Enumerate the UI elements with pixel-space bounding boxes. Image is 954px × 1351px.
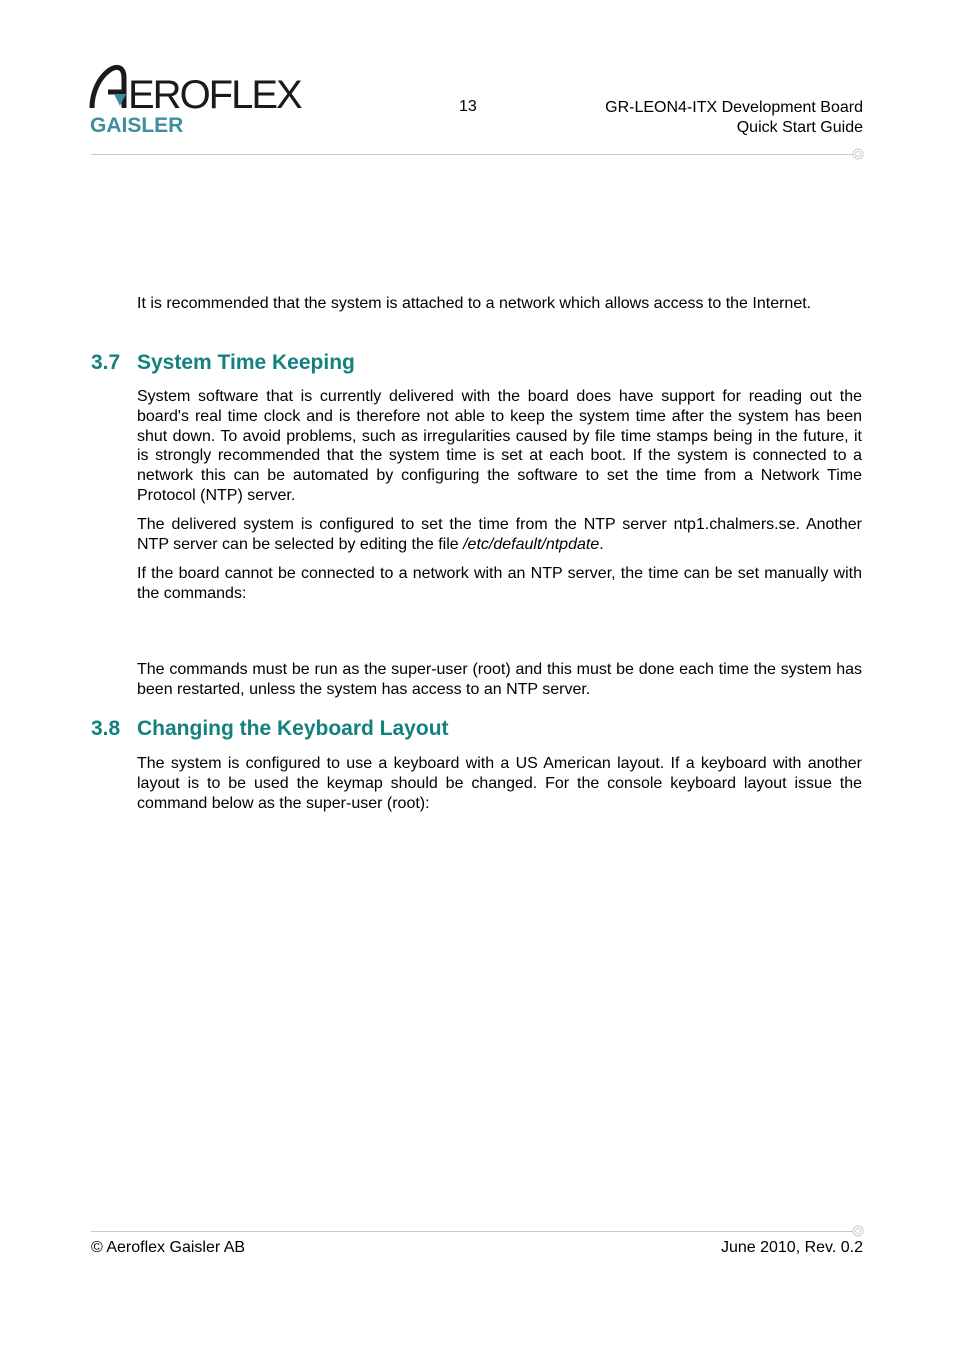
section-title: System Time Keeping [137,351,355,374]
page-number: 13 [459,98,477,115]
section-title: Changing the Keyboard Layout [137,717,449,740]
ntpdate-file-path: /etc/default/ntpdate [463,535,600,553]
footer-divider-ring-icon [852,1225,864,1237]
document-title [605,98,863,138]
intro-paragraph: It is recommended that the system is attached to a network which allows access to the Internet. [137,295,812,312]
section-heading-3-7 [91,351,355,375]
paragraph-text: The delivered system is configured to set the time from the NTP server ntp1.chalmers.se. Another NTP server can be selected by editing the file [137,516,862,553]
logo-secondary-text: GAISLER [90,114,184,136]
time-keeping-paragraph-4: The commands must be run as the super-user (root) and this must be done each time the system has been restarted, unless the system has access to an NTP server. [137,661,862,698]
document-title-line1: GR-LEON4-ITX Development Board [605,99,863,116]
aeroflex-gaisler-logo [88,56,302,136]
time-keeping-paragraph-2 [137,515,862,555]
section-heading-3-8 [91,717,449,741]
time-keeping-paragraph-3: If the board cannot be connected to a network with an NTP server, the time can be set manually with the commands: [137,565,862,602]
paragraph-text: . [599,535,604,553]
section-number: 3.8 [91,717,121,740]
header-divider-ring-icon [852,148,864,160]
footer-copyright: © Aeroflex Gaisler AB [91,1239,246,1256]
document-title-line2: Quick Start Guide [736,119,863,136]
aeroflex-logo-icon [88,56,302,136]
time-keeping-paragraph-1: System software that is currently delivered with the board does have support for reading out the board's real time clock and is therefore not able to keep the system time after the system has been shut down. To avoid problems, such as irregularities caused by file time stamps being in the future, it is strongly recommended that the system time is set at each boot. If the system is connected to a network this can be automated by configuring the software to set the time from a Network Time Protocol (NTP) server. [137,388,862,504]
logo-primary-text: EROFLEX [128,73,301,117]
section-number: 3.7 [91,351,121,374]
footer-divider [91,1231,853,1232]
footer-date-revision: June 2010, Rev. 0.2 [720,1239,863,1256]
keyboard-layout-paragraph: The system is configured to use a keyboard with a US American layout. If a keyboard with another layout is to be used the keymap should be changed. For the console keyboard layout issue the command below as the super-user (root): [137,755,862,812]
header-divider [91,154,853,155]
